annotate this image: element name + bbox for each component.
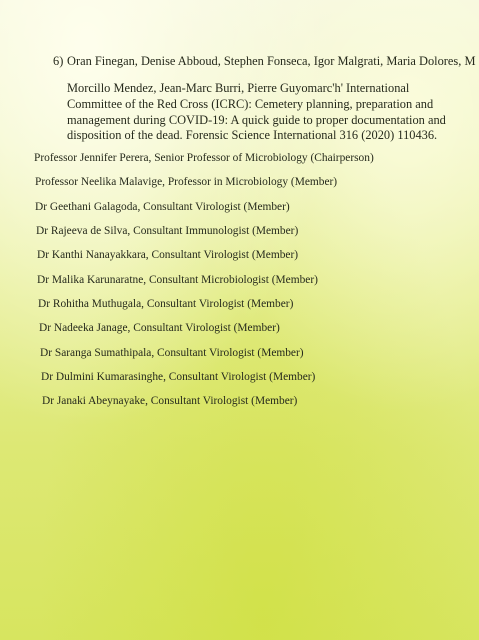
- member-item: Dr Rohitha Muthugala, Consultant Virologist (Member): [38, 298, 294, 310]
- reference-continuation: Morcillo Mendez, Jean-Marc Burri, Pierre Guyomarc'h' International Committee of the Red Cross (ICRC): Cemetery planning, preparation and management during COVID-19: A quick guide to proper documentation and disposition of the dead. Forensic Science International 316 (2020) 110436.: [67, 81, 446, 143]
- member-item: Dr Saranga Sumathipala, Consultant Virologist (Member): [40, 347, 304, 359]
- member-chairperson: Professor Jennifer Perera, Senior Professor of Microbiology (Chairperson): [34, 152, 374, 164]
- member-item: Dr Dulmini Kumarasinghe, Consultant Virologist (Member): [41, 371, 316, 383]
- member-item: Dr Kanthi Nanayakkara, Consultant Virologist (Member): [37, 249, 299, 261]
- member-item: Dr Nadeeka Janage, Consultant Virologist (Member): [39, 322, 280, 334]
- reference-number: 6): [53, 54, 64, 68]
- reference-authors-line: Oran Finegan, Denise Abboud, Stephen Fonseca, Igor Malgrati, Maria Dolores, M: [67, 54, 476, 68]
- member-item: Dr Geethani Galagoda, Consultant Virologist (Member): [35, 201, 290, 213]
- member-item: Dr Janaki Abeynayake, Consultant Virologist (Member): [42, 395, 298, 407]
- member-item: Dr Rajeeva de Silva, Consultant Immunologist (Member): [36, 225, 299, 237]
- member-item: Professor Neelika Malavige, Professor in Microbiology (Member): [35, 176, 338, 188]
- member-item: Dr Malika Karunaratne, Consultant Microbiologist (Member): [37, 274, 318, 286]
